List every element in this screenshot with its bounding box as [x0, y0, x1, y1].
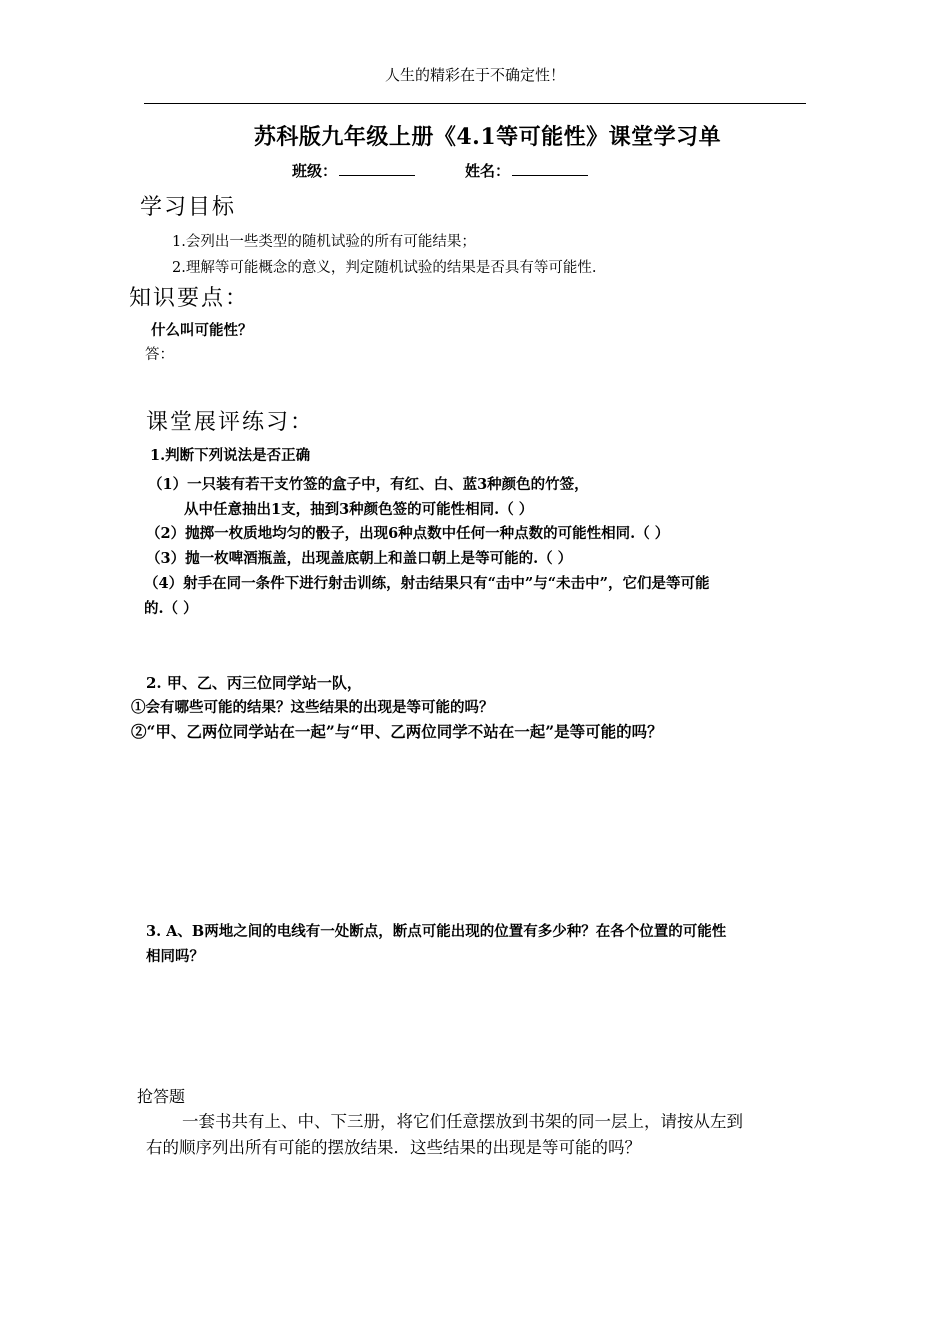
q3-line-1: 3. A、B两地之间的电线有一处断点，断点可能出现的位置有多少种？在各个位置的可能性 [146, 923, 727, 940]
q1-line-2: 从中任意抽出1支，抽到3种颜色签的可能性相同.（ ） [184, 501, 534, 518]
q1-line-4: （3）抛一枚啤酒瓶盖，出现盖底朝上和盖口朝上是等可能的.（ ） [146, 550, 573, 567]
header-motto: 人生的精彩在于不确定性！ [384, 66, 565, 84]
q1-line-5: （4）射手在同一条件下进行射击训练，射击结果只有“击中”与“未击中”，它们是等可能 [144, 575, 710, 592]
page-title: 苏科版九年级上册《4.1等可能性》课堂学习单 [253, 124, 722, 150]
q2-title: 2. 甲、乙、丙三位同学站一队， [146, 674, 362, 692]
name-blank [512, 161, 588, 176]
practice-heading: 课堂展评练习： [146, 410, 315, 435]
name-label: 姓名： [465, 162, 511, 180]
q2-line-2: ②“甲、乙两位同学站在一起”与“甲、乙两位同学不站在一起”是等可能的吗？ [131, 722, 663, 741]
quick-line-1: 一套书共有上、中、下三册，将它们任意摆放到书架的同一层上，请按从左到 [182, 1112, 743, 1131]
q1-line-6: 的.（ ） [144, 600, 198, 617]
q2-line-1: ①会有哪些可能的结果？这些结果的出现是等可能的吗？ [131, 699, 494, 716]
goal-item-2: 2.理解等可能概念的意义，判定随机试验的结果是否具有等可能性. [172, 260, 597, 276]
knowledge-question: 什么叫可能性？ [151, 322, 253, 339]
class-blank [339, 161, 415, 176]
q1-line-1: （1）一只装有若干支竹签的盒子中，有红、白、蓝3种颜色的竹签， [148, 476, 589, 493]
answer-label: 答： [145, 347, 174, 363]
q3-line-2: 相同吗？ [146, 948, 204, 965]
name-field [465, 160, 588, 181]
quick-heading: 抢答题 [137, 1087, 186, 1106]
goal-item-1: 1.会列出一些类型的随机试验的所有可能结果； [172, 234, 476, 250]
quick-line-2: 右的顺序列出所有可能的摆放结果．这些结果的出现是等可能的吗？ [146, 1138, 641, 1157]
goals-heading: 学习目标 [140, 195, 237, 220]
class-field [292, 160, 415, 181]
header-divider [144, 103, 806, 104]
q1-title: 1.判断下列说法是否正确 [150, 447, 311, 464]
class-label: 班级： [292, 162, 338, 180]
q1-line-3: （2）抛掷一枚质地均匀的骰子，出现6种点数中任何一种点数的可能性相同.（ ） [146, 525, 670, 542]
knowledge-heading: 知识要点： [129, 286, 250, 311]
